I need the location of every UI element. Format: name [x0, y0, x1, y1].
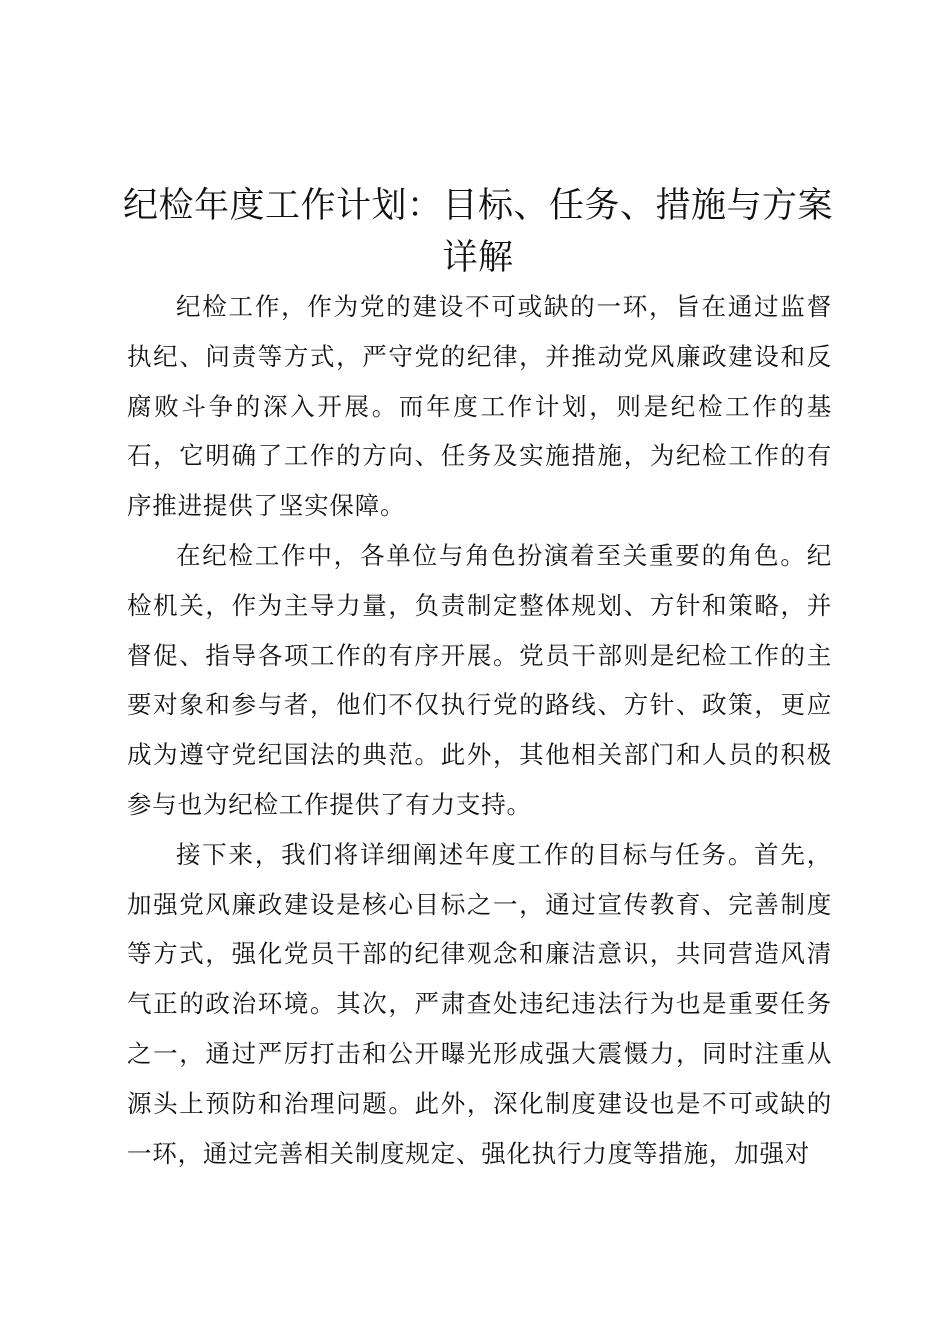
document-title: 纪检年度工作计划：目标、任务、措施与方案详解 [122, 186, 833, 278]
document-body [127, 282, 832, 1178]
paragraph-1: 纪检工作，作为党的建设不可或缺的一环，旨在通过监督执纪、问责等方式，严守党的纪律，并推动党风廉政建设和反腐败斗争的深入开展。而年度工作计划，则是纪检工作的基石，它明确了工作的方向、任务及实施措施，为纪检工作的有序推进提供了坚实保障。 [127, 292, 832, 521]
paragraph-3: 接下来，我们将详细阐述年度工作的目标与任务。首先，加强党风廉政建设是核心目标之一，通过宣传教育、完善制度等方式，强化党员干部的纪律观念和廉洁意识，共同营造风清气正的政治环境。其次，严肃查处违纪违法行为也是重要任务之一，通过严厉打击和公开曝光形成强大震慑力，同时注重从源头上预防和治理问题。此外，深化制度建设也是不可或缺的一环，通过完善相关制度规定、强化执行力度等措施，加强对 [127, 839, 832, 1168]
paragraph-2: 在纪检工作中，各单位与角色扮演着至关重要的角色。纪检机关，作为主导力量，负责制定整体规划、方针和策略，并督促、指导各项工作的有序开展。党员干部则是纪检工作的主要对象和参与者，他们不仅执行党的路线、方针、政策，更应成为遵守党纪国法的典范。此外，其他相关部门和人员的积极参与也为纪检工作提供了有力支持。 [127, 540, 832, 819]
